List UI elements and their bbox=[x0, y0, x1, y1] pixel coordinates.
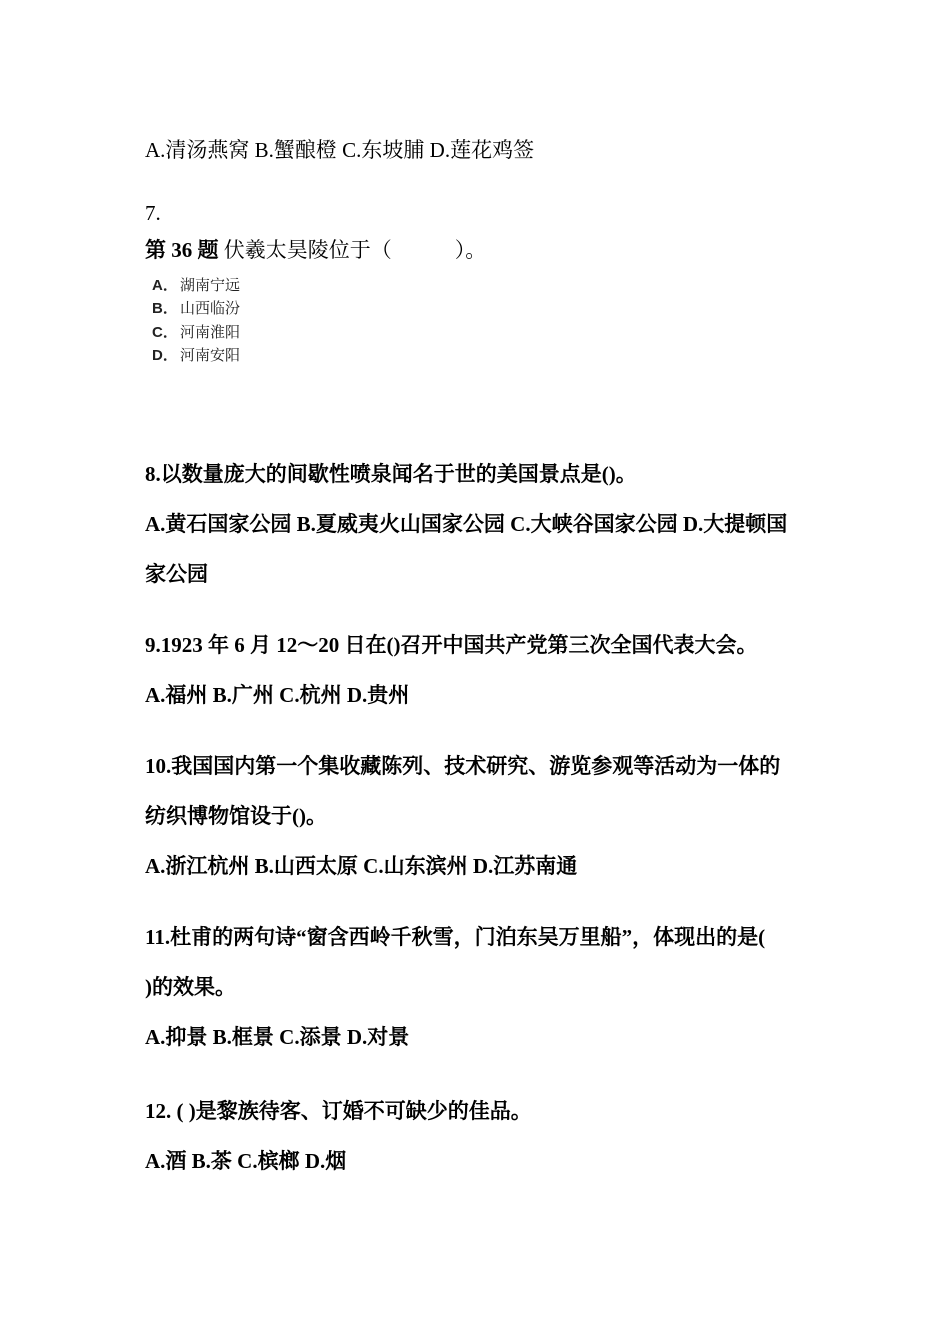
q9-options: A.福州 B.广州 C.杭州 D.贵州 bbox=[145, 683, 410, 707]
q7-stem bbox=[145, 236, 486, 264]
q7-option-key: C． bbox=[152, 324, 178, 341]
q11-options: A.抑景 B.框景 C.添景 D.对景 bbox=[145, 1025, 410, 1049]
q7-option-key: D． bbox=[152, 347, 178, 364]
q6-options: A.清汤燕窝 B.蟹酿橙 C.东坡脯 D.莲花鸡签 bbox=[145, 138, 535, 162]
q9-stem: 9.1923 年 6 月 12～20 日在()召开中国共产党第三次全国代表大会。 bbox=[145, 633, 758, 657]
q11-stem-line2: )的效果。 bbox=[145, 975, 236, 999]
q8-options-line2: 家公园 bbox=[145, 562, 208, 586]
q7-option-c bbox=[152, 323, 240, 343]
q7-label: 第 36 题 bbox=[145, 238, 219, 262]
q7-option-b bbox=[152, 299, 240, 319]
q7-option-text: 河南安阳 bbox=[180, 348, 241, 364]
q10-options: A.浙江杭州 B.山西太原 C.山东滨州 D.江苏南通 bbox=[145, 854, 578, 878]
q10-stem-line2: 纺织博物馆设于()。 bbox=[145, 804, 327, 828]
q8-options-line1: A.黄石国家公园 B.夏威夷火山国家公园 C.大峡谷国家公园 D.大提顿国 bbox=[145, 512, 788, 536]
q7-number: 7. bbox=[145, 201, 161, 225]
q11-stem-line1: 11.杜甫的两句诗“窗含西岭千秋雪，门泊东吴万里船”，体现出的是( bbox=[145, 925, 766, 949]
q7-option-text: 河南淮阳 bbox=[180, 325, 241, 341]
q7-stem-text: 伏羲太昊陵位于（ ）。 bbox=[223, 238, 487, 262]
q7-option-key: A． bbox=[152, 277, 178, 294]
q7-option-key: B． bbox=[152, 300, 178, 317]
q12-stem: 12. ( )是黎族待客、订婚不可缺少的佳品。 bbox=[145, 1099, 532, 1123]
q8-stem: 8.以数量庞大的间歇性喷泉闻名于世的美国景点是()。 bbox=[145, 462, 637, 486]
q7-option-d bbox=[152, 346, 240, 366]
q12-options: A.酒 B.茶 C.槟榔 D.烟 bbox=[145, 1149, 347, 1173]
q10-stem-line1: 10.我国国内第一个集收藏陈列、技术研究、游览参观等活动为一体的 bbox=[145, 754, 781, 778]
q7-option-a bbox=[152, 276, 240, 296]
q7-option-text: 山西临汾 bbox=[180, 301, 241, 317]
q7-option-text: 湖南宁远 bbox=[180, 278, 241, 294]
